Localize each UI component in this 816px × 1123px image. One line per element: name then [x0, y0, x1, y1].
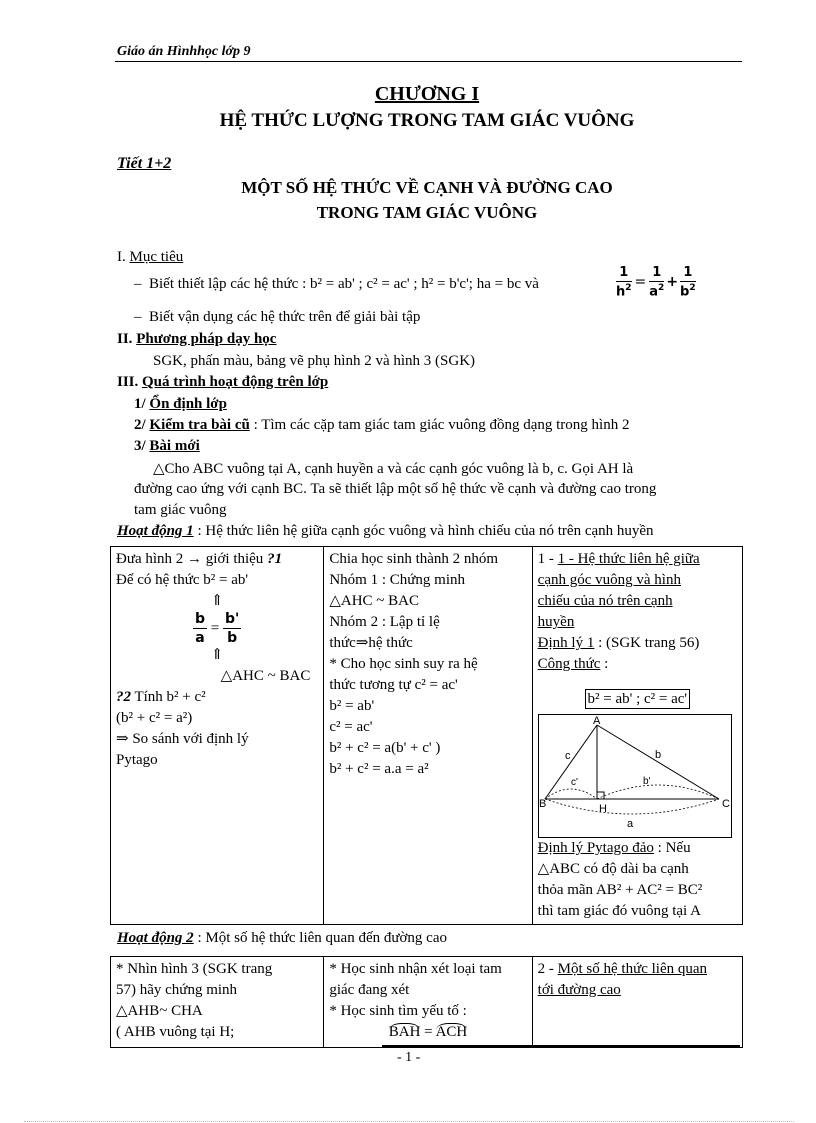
reciprocal-formula — [616, 266, 696, 298]
angle-ach: ACH — [435, 1024, 468, 1040]
section2-text: SGK, phấn màu, bảng vẽ phụ hình 2 và hình 3 (SGK) — [153, 353, 476, 369]
bullet-dash: – — [134, 276, 149, 292]
label-a-vertex: A — [592, 715, 600, 727]
item3-num: 3/ — [134, 438, 146, 454]
lesson-title-line1: MỘT SỐ HỆ THỨC VỀ CẠNH VÀ ĐƯỜNG CAO — [241, 178, 613, 197]
frac-b-a — [193, 612, 207, 645]
label-c-side: c — [564, 750, 571, 762]
col1-similar — [116, 666, 318, 687]
formula-eq: = — [634, 274, 647, 291]
col2-line — [329, 633, 526, 654]
col3-heading: tới đường cao — [537, 982, 621, 998]
text: Tính b² + c² — [131, 689, 206, 705]
frac-den — [649, 282, 664, 298]
col2-line: Nhóm 2 : Lập tỉ lệ — [329, 614, 440, 630]
frac-den: b — [227, 630, 238, 646]
frac-1-h2 — [616, 266, 632, 298]
col1-line: 57) hãy chứng minh — [116, 982, 238, 998]
activity2-student-col — [324, 957, 532, 1048]
text: Đưa hình 2 — [116, 551, 188, 567]
section1-heading — [117, 249, 183, 266]
text: 2 - — [537, 961, 558, 977]
section3-item3 — [134, 438, 200, 455]
right-angle-mark — [597, 792, 604, 799]
question-ref: ?2 — [116, 689, 131, 705]
formula-heading — [538, 654, 737, 675]
col2-line: b² + c² = a(b' + c' ) — [329, 740, 441, 756]
frac-1-b2 — [680, 266, 696, 298]
col3-heading: cạnh góc vuông và hình — [537, 572, 681, 588]
frac-num: b — [195, 611, 206, 627]
item2-text: Kiểm tra bài cũ — [149, 417, 250, 433]
text: Một số hệ thức liên quan — [557, 961, 708, 977]
text: So sánh với định lý — [128, 731, 249, 747]
triangle-icon: △ — [116, 1003, 128, 1019]
section1-bullet2 — [134, 309, 420, 326]
den-var: b — [680, 284, 690, 300]
col1-line1 — [116, 549, 318, 570]
theorem-label: Định lý 1 — [537, 635, 595, 651]
text: Công thức — [537, 656, 601, 672]
col1-line — [116, 1022, 318, 1043]
page-number: - 1 - — [397, 1050, 421, 1065]
chapter-title: HỆ THỨC LƯỢNG TRONG TAM GIÁC VUÔNG — [219, 110, 635, 131]
lesson-title-line2: TRONG TAM GIÁC VUÔNG — [316, 203, 538, 222]
text: hệ thức — [368, 635, 413, 651]
text: thức — [329, 635, 356, 651]
question-ref: ?1 — [267, 551, 283, 567]
page-edge — [24, 1121, 794, 1122]
theorem-label: Định lý Pytago đảo — [537, 840, 654, 856]
section3-item2 — [134, 417, 629, 434]
document-header: Giáo án Hìnhhọc lớp 9 — [117, 44, 251, 59]
col1-q2 — [116, 687, 318, 708]
text: : Nếu — [653, 840, 691, 856]
section2-heading — [117, 331, 276, 348]
pytago-converse — [538, 838, 737, 859]
frac-den — [616, 282, 632, 298]
angle-bah: BAH — [388, 1024, 421, 1040]
activity2-text: : Một số hệ thức liên quan đến đường cao — [193, 930, 447, 946]
col2-line — [329, 591, 526, 612]
figure-right-triangle — [538, 714, 732, 838]
activity2-label: Hoạt động 2 — [117, 930, 194, 946]
text: : — [600, 656, 609, 672]
section3-title: Quá trình hoạt động trên lớp — [142, 374, 329, 390]
text: giới thiệu — [202, 551, 268, 567]
triangle-icon: △ — [153, 461, 165, 477]
footer-rule — [382, 1045, 740, 1047]
section3-item1 — [134, 396, 227, 413]
formula-plus: + — [666, 274, 679, 291]
label-b-side: b — [654, 749, 661, 761]
col1-line: * Nhìn hình 3 (SGK trang — [116, 961, 273, 977]
implies-icon: ⇒ — [355, 635, 369, 651]
intro-para-line3: tam giác vuông — [134, 502, 227, 518]
section2-roman: II. — [117, 331, 133, 347]
table-row — [111, 547, 743, 925]
text: 1 - — [537, 551, 558, 567]
activity2-teacher-col — [111, 957, 324, 1048]
col2-line: * Học sinh tìm yếu tố : — [329, 1003, 467, 1019]
right-arrow-icon: → — [187, 551, 203, 567]
section1-bullet1 — [134, 276, 539, 293]
text: ABC có độ dài ba cạnh — [549, 861, 689, 877]
double-up-arrow-icon: ⇑ — [210, 593, 224, 609]
text: AHB~ CHA — [127, 1003, 203, 1019]
text: AHC ~ BAC — [340, 593, 420, 609]
section1-roman: I. — [117, 249, 126, 265]
col3-heading — [538, 959, 737, 980]
label-bp: b' — [642, 776, 651, 787]
activity1-teacher-col — [111, 547, 324, 925]
col1-line — [116, 1001, 318, 1022]
col3-heading: chiếu của nó trên cạnh — [537, 593, 673, 609]
label-b-vertex: B — [538, 798, 546, 810]
col2-line: Nhóm 1 : Chứng minh — [329, 572, 465, 588]
side-b — [597, 725, 719, 799]
implies-icon: ⇒ — [116, 731, 129, 747]
arc-a — [545, 799, 719, 814]
den-exp: 2 — [689, 283, 696, 293]
col3-line: thì tam giác đó vuông tại A — [537, 903, 701, 919]
col2-line: thức tương tự c² = ac' — [329, 677, 458, 693]
arc-cp — [545, 789, 597, 799]
triangle-icon: △ — [329, 593, 341, 609]
triangle-diagram — [539, 715, 731, 837]
boxed-formula-row — [538, 689, 737, 710]
frac-num: 1 — [680, 266, 696, 282]
col2-line: * Cho học sinh suy ra hệ — [329, 656, 478, 672]
text: ( AHB vuông tại H; — [116, 1024, 235, 1040]
item2-rest: : Tìm các cặp tam giác tam giác vuông đồng dạng trong hình 2 — [249, 417, 630, 433]
label-h-foot: H — [598, 803, 607, 815]
frac-den — [680, 282, 696, 298]
table-row — [111, 957, 743, 1048]
col3-heading — [538, 549, 737, 570]
activity2-heading — [117, 930, 447, 947]
ratio-formula — [116, 612, 318, 645]
lesson-label: Tiết 1+2 — [117, 155, 172, 172]
intro-para-line2: đường cao ứng với cạnh BC. Ta sẽ thiết lập một số hệ thức về cạnh và đường cao trong — [134, 481, 657, 497]
theorem1 — [538, 633, 737, 654]
activity1-label: Hoạt động 1 — [117, 523, 194, 539]
text: = — [420, 1024, 436, 1040]
col3-line — [538, 859, 737, 880]
frac-num: b' — [225, 611, 240, 627]
angle-equality — [329, 1022, 526, 1043]
col2-line: Chia học sinh thành 2 nhóm — [329, 551, 499, 567]
frac-num: 1 — [616, 266, 632, 282]
chapter-number: CHƯƠNG I — [374, 83, 480, 105]
item3-text: Bài mới — [149, 438, 200, 454]
bullet-dash: – — [134, 309, 149, 325]
den-exp: 2 — [658, 283, 665, 293]
col1-paren: (b² + c² = a²) — [116, 710, 193, 726]
section3-roman: III. — [117, 374, 139, 390]
col2-line: b² + c² = a.a = a² — [329, 761, 429, 777]
text: : (SGK trang 56) — [594, 635, 700, 651]
bullet1-text: Biết thiết lập các hệ thức : b² = ab' ; c² = ac' ; h² = b'c'; ha = bc và — [149, 276, 539, 292]
activity2-table — [110, 956, 743, 1048]
activity1-text: : Hệ thức liên hệ giữa cạnh góc vuông và hình chiếu của nó trên cạnh huyền — [193, 523, 654, 539]
item1-text: Ổn định lớp — [149, 396, 227, 412]
activity1-table — [110, 546, 743, 925]
section2-title: Phương pháp dạy học — [136, 331, 277, 347]
activity2-content-col — [532, 957, 742, 1048]
frac-num: 1 — [649, 266, 664, 282]
col3-line: thỏa mãn AB² + AC² = BC² — [537, 882, 703, 898]
activity1-content-col — [532, 547, 742, 925]
intro-para-line1 — [153, 459, 633, 478]
section3-heading — [117, 374, 328, 391]
para-text: Cho ABC vuông tại A, cạnh huyền a và các cạnh góc vuông là b, c. Gọi AH là — [164, 461, 634, 477]
triangle-icon: △ — [537, 861, 550, 877]
den-exp: 2 — [625, 283, 632, 293]
triangle-icon: △ — [220, 668, 233, 684]
activity1-student-col — [324, 547, 532, 925]
col3-heading: huyền — [537, 614, 575, 630]
text: AHC ~ BAC — [232, 668, 311, 684]
col2-line: b² = ab' — [329, 698, 375, 714]
double-up-arrow-icon: ⇑ — [210, 647, 224, 663]
col1-pytago: Pytago — [116, 752, 158, 768]
col2-line: c² = ac' — [329, 719, 373, 735]
text: 1 - Hệ thức liên hệ giữa — [557, 551, 700, 567]
item2-num: 2/ — [134, 417, 146, 433]
col2-line: * Học sinh nhận xét loại tam — [329, 961, 502, 977]
col2-line: giác đang xét — [329, 982, 410, 998]
frac-1-a2 — [649, 266, 664, 298]
den-var: h — [616, 284, 626, 300]
label-c-vertex: C — [721, 798, 730, 810]
den-var: a — [649, 284, 659, 300]
frac-bp-b — [223, 612, 241, 645]
col1-line2: Để có hệ thức b² = ab' — [116, 572, 249, 588]
boxed-formula: b² = ab' ; c² = ac' — [585, 689, 691, 709]
item1-num: 1/ — [134, 396, 146, 412]
label-a-side: a — [626, 818, 633, 830]
formula-eq: = — [210, 620, 220, 637]
arc-bp — [597, 785, 719, 799]
header-rule — [115, 61, 742, 62]
col1-compare — [116, 729, 318, 750]
frac-den: a — [195, 630, 205, 646]
section1-title: Mục tiêu — [129, 249, 184, 265]
label-cp: c' — [570, 777, 578, 788]
activity1-heading — [117, 523, 654, 540]
bullet2-text: Biết vận dụng các hệ thức trên để giải bài tập — [149, 309, 421, 325]
